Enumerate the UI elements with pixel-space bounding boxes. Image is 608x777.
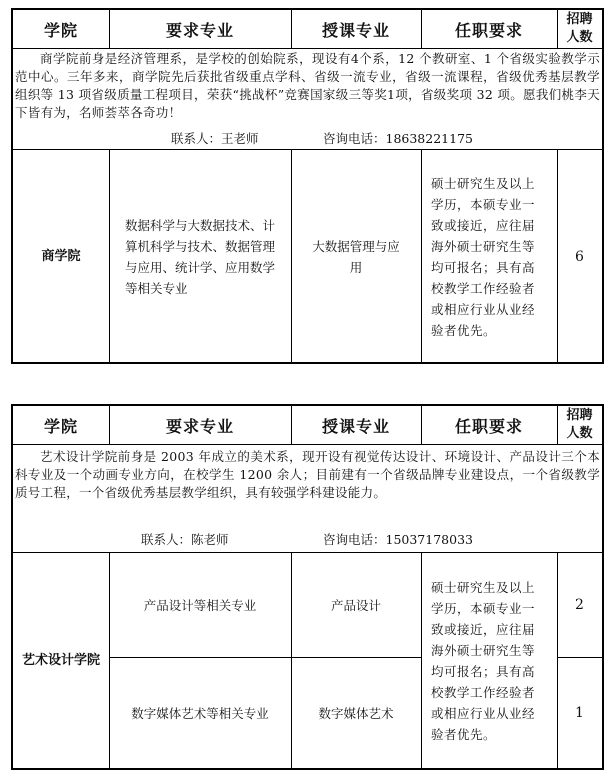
- header-headcount-line2: 人数: [566, 426, 593, 441]
- header-headcount-line2: 人数: [566, 30, 593, 45]
- header-college: 学院: [43, 20, 78, 40]
- art-major-row1: 产品设计等相关专业: [143, 597, 257, 613]
- art-teaching-major-row1: 产品设计: [330, 597, 381, 613]
- header-headcount: [557, 10, 602, 48]
- business-contact: 联系人：王老师: [171, 131, 259, 146]
- business-job-requirement: 硕士研究生及以上学历，本硕专业一致或接近，应往届海外硕士研究生等均可报名；具有高校教学工作经验者或相应行业从业经验者优先。: [431, 175, 536, 338]
- art-design-school-table: [11, 404, 604, 770]
- art-phone: 咨询电话：15037178033: [323, 532, 473, 547]
- header-headcount: [557, 406, 602, 444]
- art-headcount-row2: 1: [575, 705, 584, 721]
- art-intro: 艺术设计学院前身是 2003 年成立的美术系，现开设有视觉传达设计、环境设计、产品设计三个本科专业及一个动画专业方向，在校学生 1200 余人；目前建有一个省级品牌专业建设点，一个省级教学质号工程，一个省级优秀基层教学组织，具有较强学科建设能力。: [15, 449, 600, 500]
- header-headcount-line1: 招聘: [566, 12, 593, 27]
- business-intro: 商学院前身是经济管理系，是学校的创始院系，现设有4个系，12 个教研室、1 个省级实验教学示范中心。三年多来，商学院先后获批省级重点学科、省级一流专业，省级一流课程，省级优秀基层教学组织等 13 项省级质量工程项目，荣获“挑战杯”竞赛国家级三等奖1项，省级奖项 32 项。愿我们桃李天下皆有为，名师荟萃各奇功！: [15, 51, 600, 120]
- art-contact: 联系人：陈老师: [141, 532, 229, 547]
- business-phone: 咨询电话：18638221175: [323, 131, 473, 146]
- business-college-name: 商学院: [41, 248, 81, 264]
- header-headcount-line1: 招聘: [566, 408, 593, 423]
- header-major-requirement: 要求专业: [165, 416, 234, 436]
- header-teaching-major: 授课专业: [321, 20, 390, 40]
- art-college-name: 艺术设计学院: [21, 652, 100, 668]
- header-major-requirement: 要求专业: [165, 20, 234, 40]
- header-teaching-major: 授课专业: [321, 416, 390, 436]
- art-teaching-major-row2: 数字媒体艺术: [318, 705, 394, 721]
- art-major-row2: 数字媒体艺术等相关专业: [131, 705, 269, 721]
- business-headcount: 6: [575, 248, 584, 265]
- business-teaching-major: 大数据管理与应用: [312, 238, 400, 275]
- header-job-requirement: 任职要求: [454, 416, 523, 436]
- art-headcount-row1: 2: [575, 597, 584, 613]
- business-school-table: [11, 8, 604, 364]
- art-job-requirement: 硕士研究生及以上学历，本硕专业一致或接近，应往届海外硕士研究生等均可报名；具有高校教学工作经验者或相应行业从业经验者优先。: [431, 579, 536, 742]
- header-college: 学院: [43, 416, 78, 436]
- business-major: 数据科学与大数据技术、计算机科学与技术、数据管理与应用、统计学、应用数学等相关专业: [125, 217, 276, 296]
- header-job-requirement: 任职要求: [454, 20, 523, 40]
